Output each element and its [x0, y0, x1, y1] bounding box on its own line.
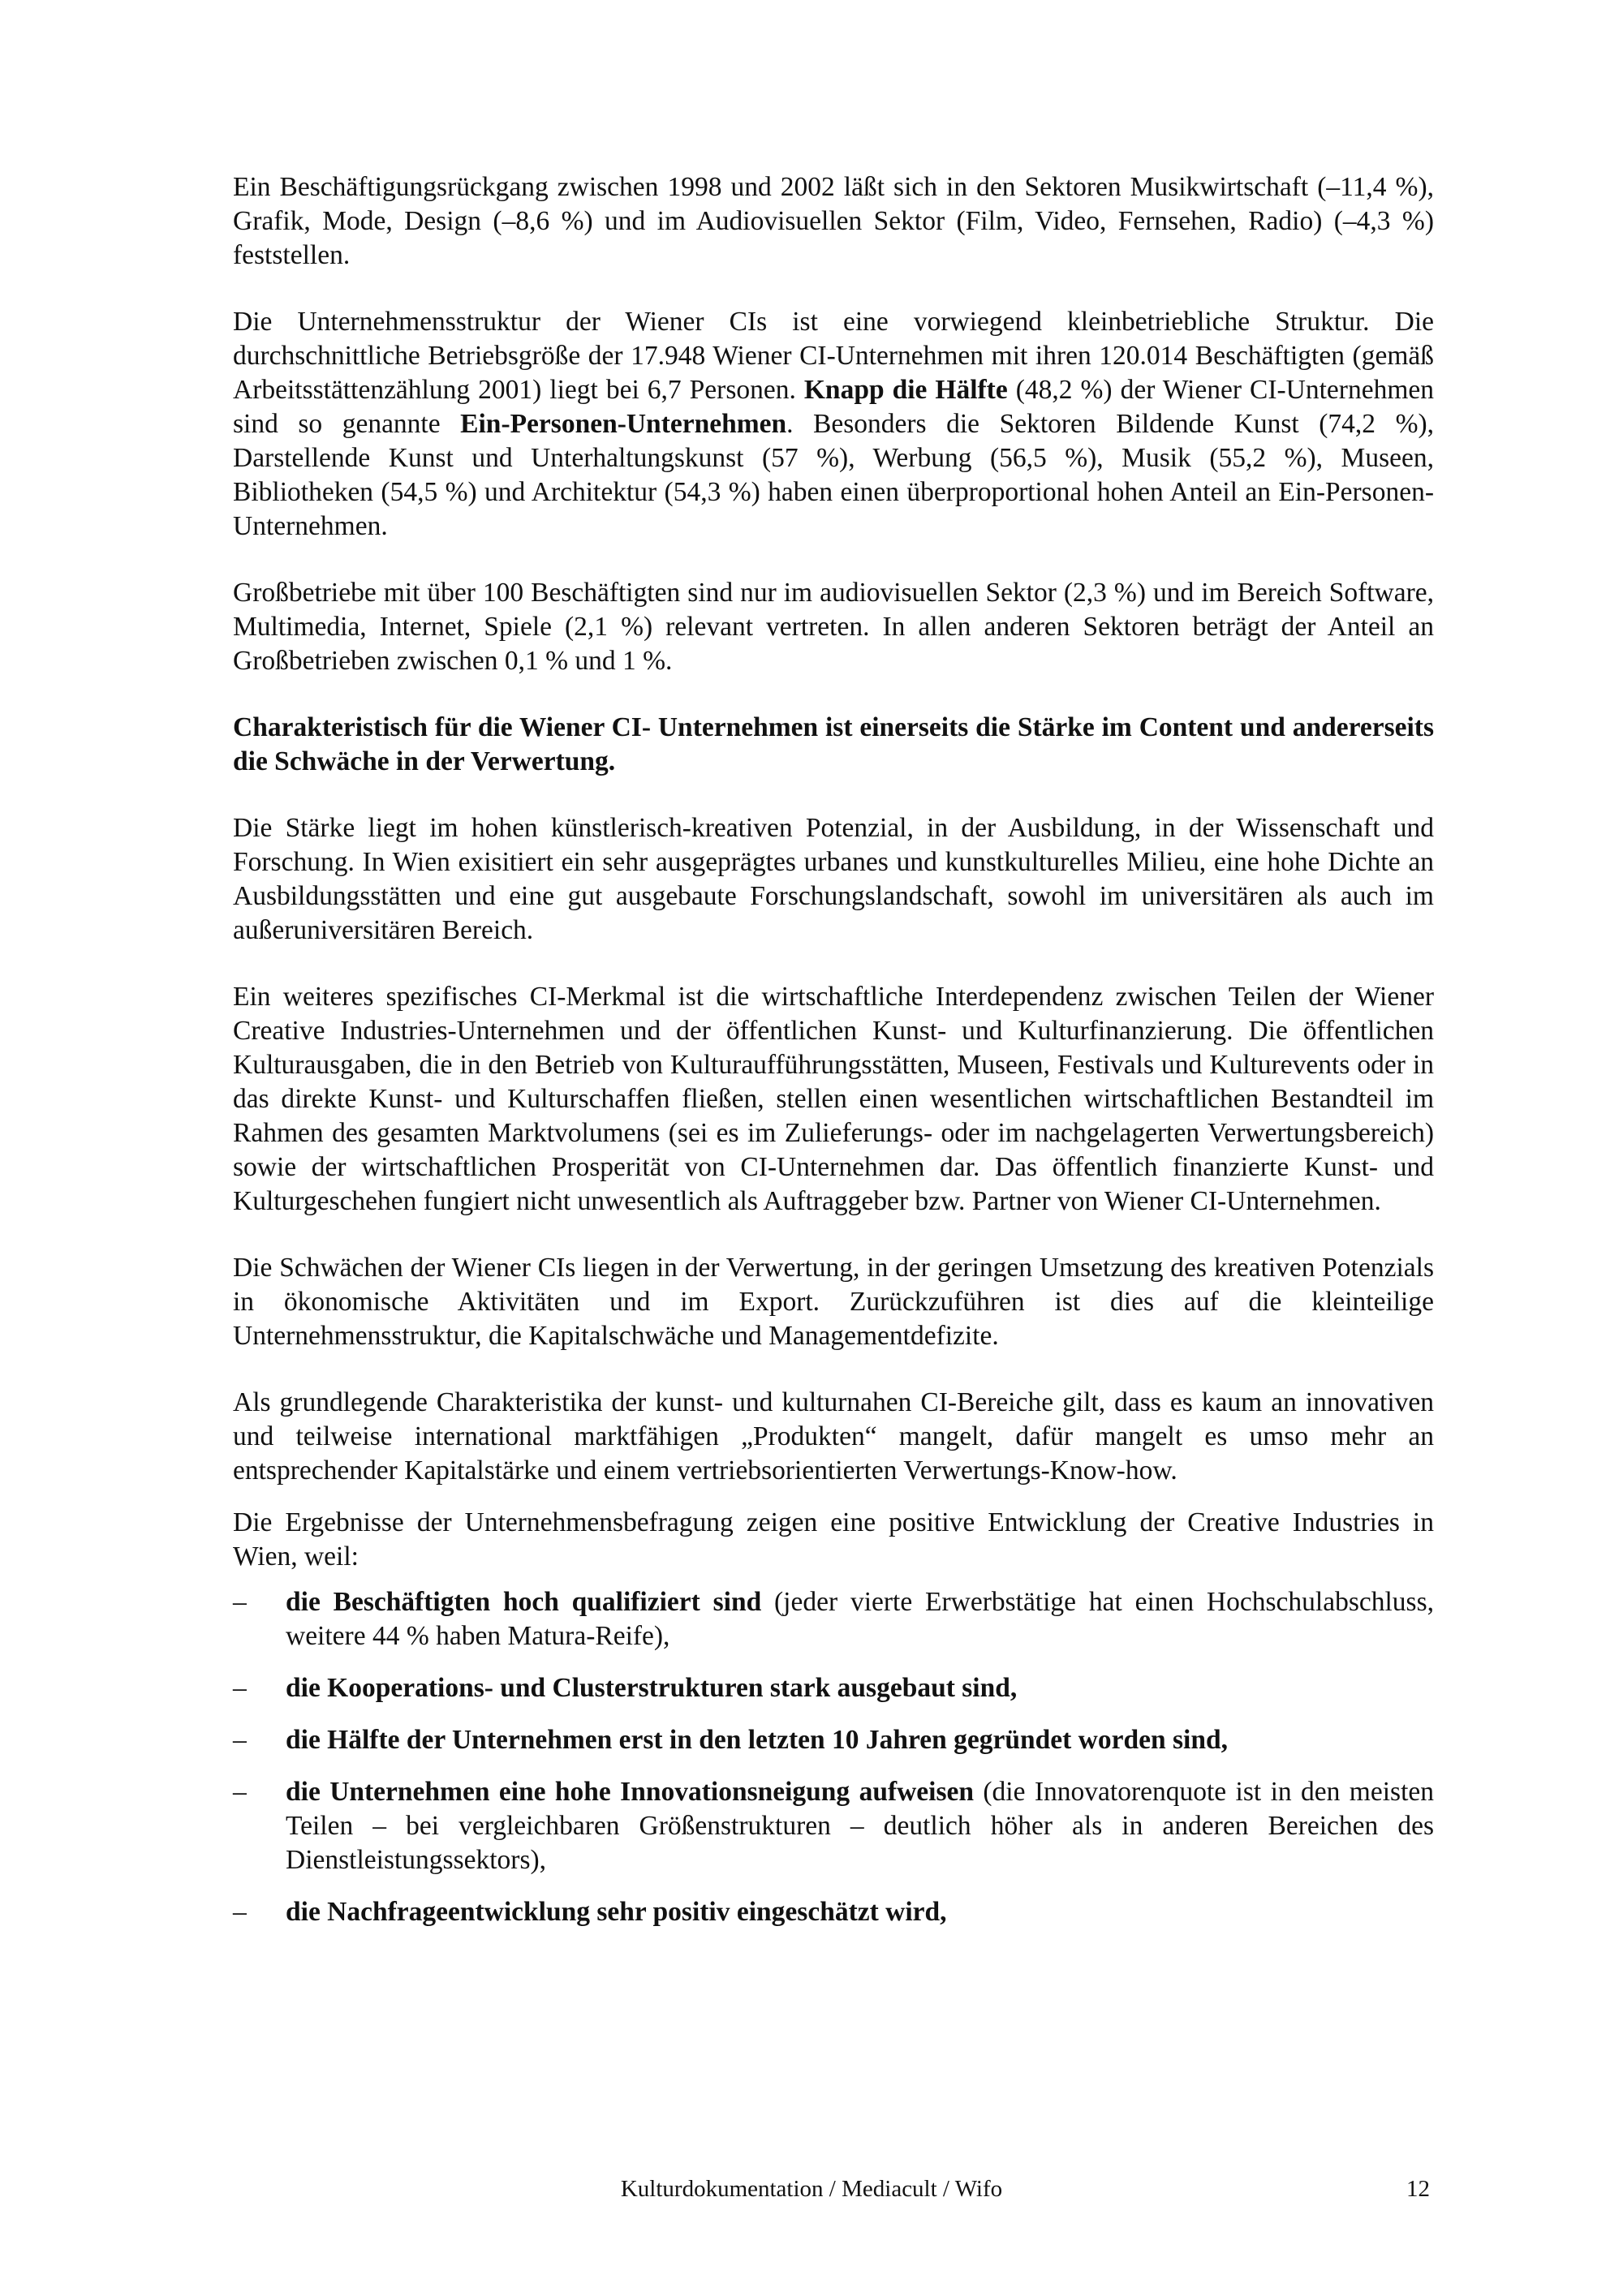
emphasis-text: Ein-Personen-Unternehmen: [460, 409, 787, 439]
paragraph-strengths: Die Stärke liegt im hohen künstlerisch-kreativen Potenzial, in der Ausbildung, in der Wissenschaft und Forschung. In Wien exisitiert ein sehr ausgeprägtes urbanes und kunstkulturelles Milieu, eine hohe Dichte an Ausbildungsstätten und eine gut ausgebaute Forschungslandschaft, sowohl im universitären als auch im außeruniversitären Bereich.: [233, 813, 1434, 945]
dash-bullet: –: [233, 1673, 247, 1703]
paragraph-company-structure: [233, 305, 1434, 544]
text-run: Die Unternehmensstruktur der Wiener CIs ist eine vorwiegend kleinbetriebliche Struktur. Die durchschnittliche Betriebsgröße der 17.948 Wiener CI-Unternehmen mit ihren 120.014 Beschäftigten (gemäß Arbeitsstättenzählung 2001) liegt bei 6,7 Personen.: [233, 307, 1434, 405]
emphasis-text: die Nachfrageentwicklung sehr positiv eingeschätzt wird,: [286, 1897, 947, 1927]
text-run: (48,2 %) der Wiener CI-Unternehmen sind so genannte: [233, 375, 1435, 439]
list-item: [233, 1775, 1434, 1877]
text-run: (die Innovatorenquote ist in den meisten Teilen – bei vergleichbaren Größenstrukturen – deutlich höher als in anderen Bereichen des Dienstleistungssektors),: [286, 1777, 1434, 1875]
paragraph-key-statement: Charakteristisch für die Wiener CI- Unternehmen ist einerseits die Stärke im Content und andererseits die Schwäche in der Verwertung.: [233, 712, 1434, 776]
dash-bullet: –: [233, 1725, 247, 1755]
dash-bullet: –: [233, 1897, 247, 1927]
list-item: [233, 1671, 1434, 1705]
paragraph-weaknesses: Die Schwächen der Wiener CIs liegen in der Verwertung, in der geringen Umsetzung des kreativen Potenzials in ökonomische Aktivitäten und im Export. Zurückzuführen ist dies auf die kleinteilige Unternehmensstruktur, die Kapitalschwäche und Managementdefizite.: [233, 1253, 1434, 1351]
dash-bullet: –: [233, 1587, 247, 1617]
paragraph-employment-decline: Ein Beschäftigungsrückgang zwischen 1998 und 2002 läßt sich in den Sektoren Musikwirtschaft (–11,4 %), Grafik, Mode, Design (–8,6 %) und im Audiovisuellen Sektor (Film, Video, Fernsehen, Radio) (–4,3 %) feststellen.: [233, 172, 1434, 270]
paragraph-characteristics: Als grundlegende Charakteristika der kunst- und kulturnahen CI-Bereiche gilt, dass es kaum an innovativen und teilweise international marktfähigen „Produkten“ mangelt, dafür mangelt es umso mehr an entsprechender Kapitalstärke und einem vertriebsorientierten Verwertungs-Know-how.: [233, 1387, 1434, 1486]
paragraph-large-companies: Großbetriebe mit über 100 Beschäftigten sind nur im audiovisuellen Sektor (2,3 %) und im Bereich Software, Multimedia, Internet, Spiele (2,1 %) relevant vertreten. In allen anderen Sektoren beträgt der Anteil an Großbetrieben zwischen 0,1 % und 1 %.: [233, 578, 1434, 676]
list-item: [233, 1585, 1434, 1653]
list-item: [233, 1895, 1434, 1929]
body-text: [233, 170, 1434, 1947]
list-item: [233, 1723, 1434, 1757]
footer-source: Kulturdokumentation / Mediacult / Wifo: [620, 2176, 1003, 2202]
emphasis-text: Knapp die Hälfte: [803, 375, 1008, 405]
paragraph-survey-intro: Die Ergebnisse der Unternehmensbefragung zeigen eine positive Entwicklung der Creative Industries in Wien, weil:: [233, 1507, 1434, 1572]
emphasis-text: die Kooperations- und Clusterstrukturen stark ausgebaut sind,: [286, 1673, 1018, 1703]
emphasis-text: die Unternehmen eine hohe Innovationsneigung aufweisen: [286, 1777, 975, 1807]
dash-bullet: –: [233, 1777, 247, 1807]
text-run: (jeder vierte Erwerbstätige hat einen Hochschulabschluss, weitere 44 % haben Matura-Reife),: [286, 1587, 1434, 1651]
survey-results-list: [233, 1585, 1434, 1929]
paragraph-interdependence: Ein weiteres spezifisches CI-Merkmal ist die wirtschaftliche Interdependenz zwischen Teilen der Wiener Creative Industries-Unternehmen und der öffentlichen Kunst- und Kulturfinanzierung. Die öffentlichen Kulturausgaben, die in den Betrieb von Kulturaufführungsstätten, Museen, Festivals und Kulturevents oder in das direkte Kunst- und Kulturschaffen fließen, stellen einen wesentlichen wirtschaftlichen Bestandteil im Rahmen des gesamten Marktvolumens (sei es im Zulieferungs- oder im nachgelagerten Verwertungsbereich) sowie der wirtschaftlichen Prosperität von CI-Unternehmen dar. Das öffentlich finanzierte Kunst- und Kulturgeschehen fungiert nicht unwesentlich als Auftraggeber bzw. Partner von Wiener CI-Unternehmen.: [233, 982, 1434, 1216]
page-number: 12: [1406, 2176, 1430, 2202]
emphasis-text: die Hälfte der Unternehmen erst in den letzten 10 Jahren gegründet worden sind,: [286, 1725, 1228, 1755]
text-run: . Besonders die Sektoren Bildende Kunst (74,2 %), Darstellende Kunst und Unterhaltungskunst (57 %), Werbung (56,5 %), Musik (55,2 %), Museen, Bibliotheken (54,5 %) und Architektur (54,3 %) haben einen überproportional hohen Anteil an Ein-Personen-Unternehmen.: [233, 409, 1435, 541]
emphasis-text: die Beschäftigten hoch qualifiziert sind: [286, 1587, 762, 1617]
